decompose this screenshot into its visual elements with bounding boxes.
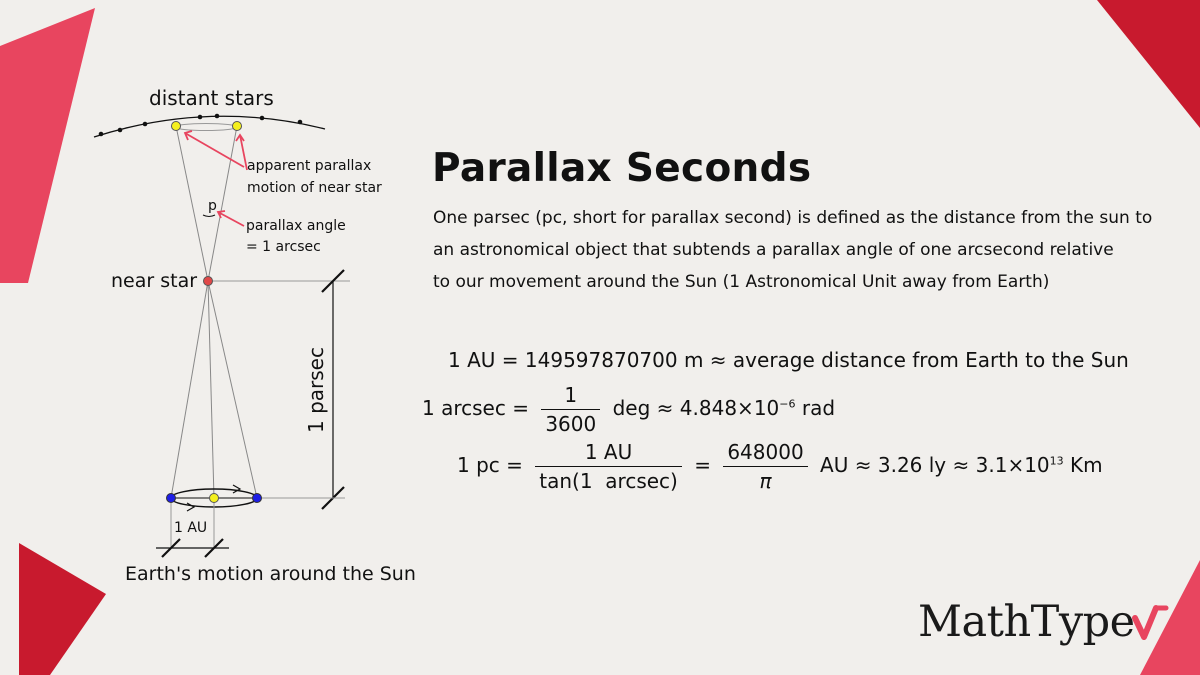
equation-au [448, 348, 1129, 372]
au-text: average distance from Earth to the Sun [732, 348, 1129, 372]
distant-star [99, 132, 104, 137]
au-equals: = [501, 348, 519, 372]
pc-equals-2: = [694, 453, 711, 477]
p-label: p [208, 198, 217, 214]
pc-base: 10 [1024, 453, 1050, 477]
arcsec-times: × [737, 396, 754, 420]
distant-star [143, 122, 148, 127]
sight-line-right-bottom [208, 281, 257, 498]
pc-value: 3.1 [975, 453, 1008, 477]
apparent-motion-label-line1: apparent parallax [247, 158, 372, 174]
pc-fraction-2 [723, 438, 807, 495]
distant-stars-arc [94, 116, 325, 137]
au-label: 1 AU [174, 520, 208, 536]
parallax-angle-arrow [218, 211, 244, 226]
distant-star [215, 114, 220, 119]
pc-exponent: 13 [1049, 454, 1064, 468]
apparent-motion-ellipse [175, 124, 237, 131]
arcsec-equals: = [512, 396, 529, 420]
mathtype-brand: MathType [918, 597, 1135, 647]
pc-unit: AU [820, 453, 849, 477]
apparent-star-left [172, 122, 181, 131]
arcsec-frac-num: 1 [541, 381, 600, 410]
pc-equals: = [506, 453, 523, 477]
distant-star [298, 120, 303, 125]
near-star-dot [204, 277, 213, 286]
distant-star [260, 116, 265, 121]
pc-approx-1: ≈ [854, 453, 872, 477]
orbit-direction-arrow-bottom [187, 503, 194, 511]
pc-times: × [1007, 453, 1025, 477]
equation-arcsec [422, 381, 835, 438]
page-title: Parallax Seconds [432, 146, 812, 191]
arcsec-frac-den: 3600 [545, 412, 597, 436]
pc-fraction-1 [535, 438, 682, 495]
arcsec-lhs: 1 arcsec [422, 396, 506, 420]
apparent-motion-label-line2: motion of near star [247, 180, 382, 196]
sight-line-left-bottom [171, 281, 208, 498]
arcsec-value: 4.848 [679, 396, 738, 420]
description [433, 202, 1153, 298]
sun-dot [210, 494, 219, 503]
bottom-left-decor-triangle [19, 543, 106, 675]
distant-stars-label: distant stars [149, 86, 274, 110]
au-approx: ≈ [709, 348, 727, 372]
earth-motion-label: Earth's motion around the Sun [125, 563, 416, 585]
parallax-angle-arc [203, 215, 215, 217]
sight-line-left-top [176, 126, 208, 281]
pc-lhs: 1 pc [457, 453, 500, 477]
earth-left [167, 494, 176, 503]
au-lhs: 1 AU [448, 348, 496, 372]
pc-frac1-num: 1 AU [535, 438, 682, 467]
arcsec-exponent: −6 [779, 397, 796, 411]
description-line: an astronomical object that subtends a parallax angle of one arcsecond relative [433, 240, 1114, 260]
au-value: 149597870700 m [524, 348, 704, 372]
pc-frac1-den: tan(1 arcsec) [539, 469, 678, 493]
apparent-star-right [233, 122, 242, 131]
apparent-motion-arrows [185, 131, 247, 170]
parsec-label: 1 parsec [304, 347, 328, 433]
earth-right [253, 494, 262, 503]
equation-pc [457, 438, 1103, 495]
parallax-angle-label-line1: parallax angle [246, 218, 346, 234]
sight-line-sun [208, 281, 214, 498]
pc-frac2-num: 648000 [723, 438, 807, 467]
arcsec-base: 10 [753, 396, 780, 420]
arcsec-fraction [541, 381, 600, 438]
distant-star [118, 128, 123, 133]
top-right-decor-triangle [1097, 0, 1200, 128]
description-line: to our movement around the Sun (1 Astronomical Unit away from Earth) [433, 272, 1050, 292]
distant-star [198, 115, 203, 120]
pc-unit2: Km [1070, 453, 1103, 477]
pc-frac2-den: π [759, 469, 772, 493]
near-star-label: near star [111, 270, 198, 292]
parallax-angle-label-line2: = 1 arcsec [246, 239, 321, 255]
arcsec-approx: ≈ [656, 396, 674, 420]
pc-ly: 3.26 ly [877, 453, 947, 477]
top-left-decor-triangle [0, 8, 95, 283]
description-line: One parsec (pc, short for parallax second) is defined as the distance from the sun to [433, 208, 1153, 228]
orbit-direction-arrow-top [233, 485, 240, 493]
pc-approx-2: ≈ [952, 453, 970, 477]
mathtype-logo-mark-icon [1135, 608, 1166, 637]
arcsec-unit2: rad [801, 396, 836, 420]
arcsec-unit: deg [612, 396, 651, 420]
